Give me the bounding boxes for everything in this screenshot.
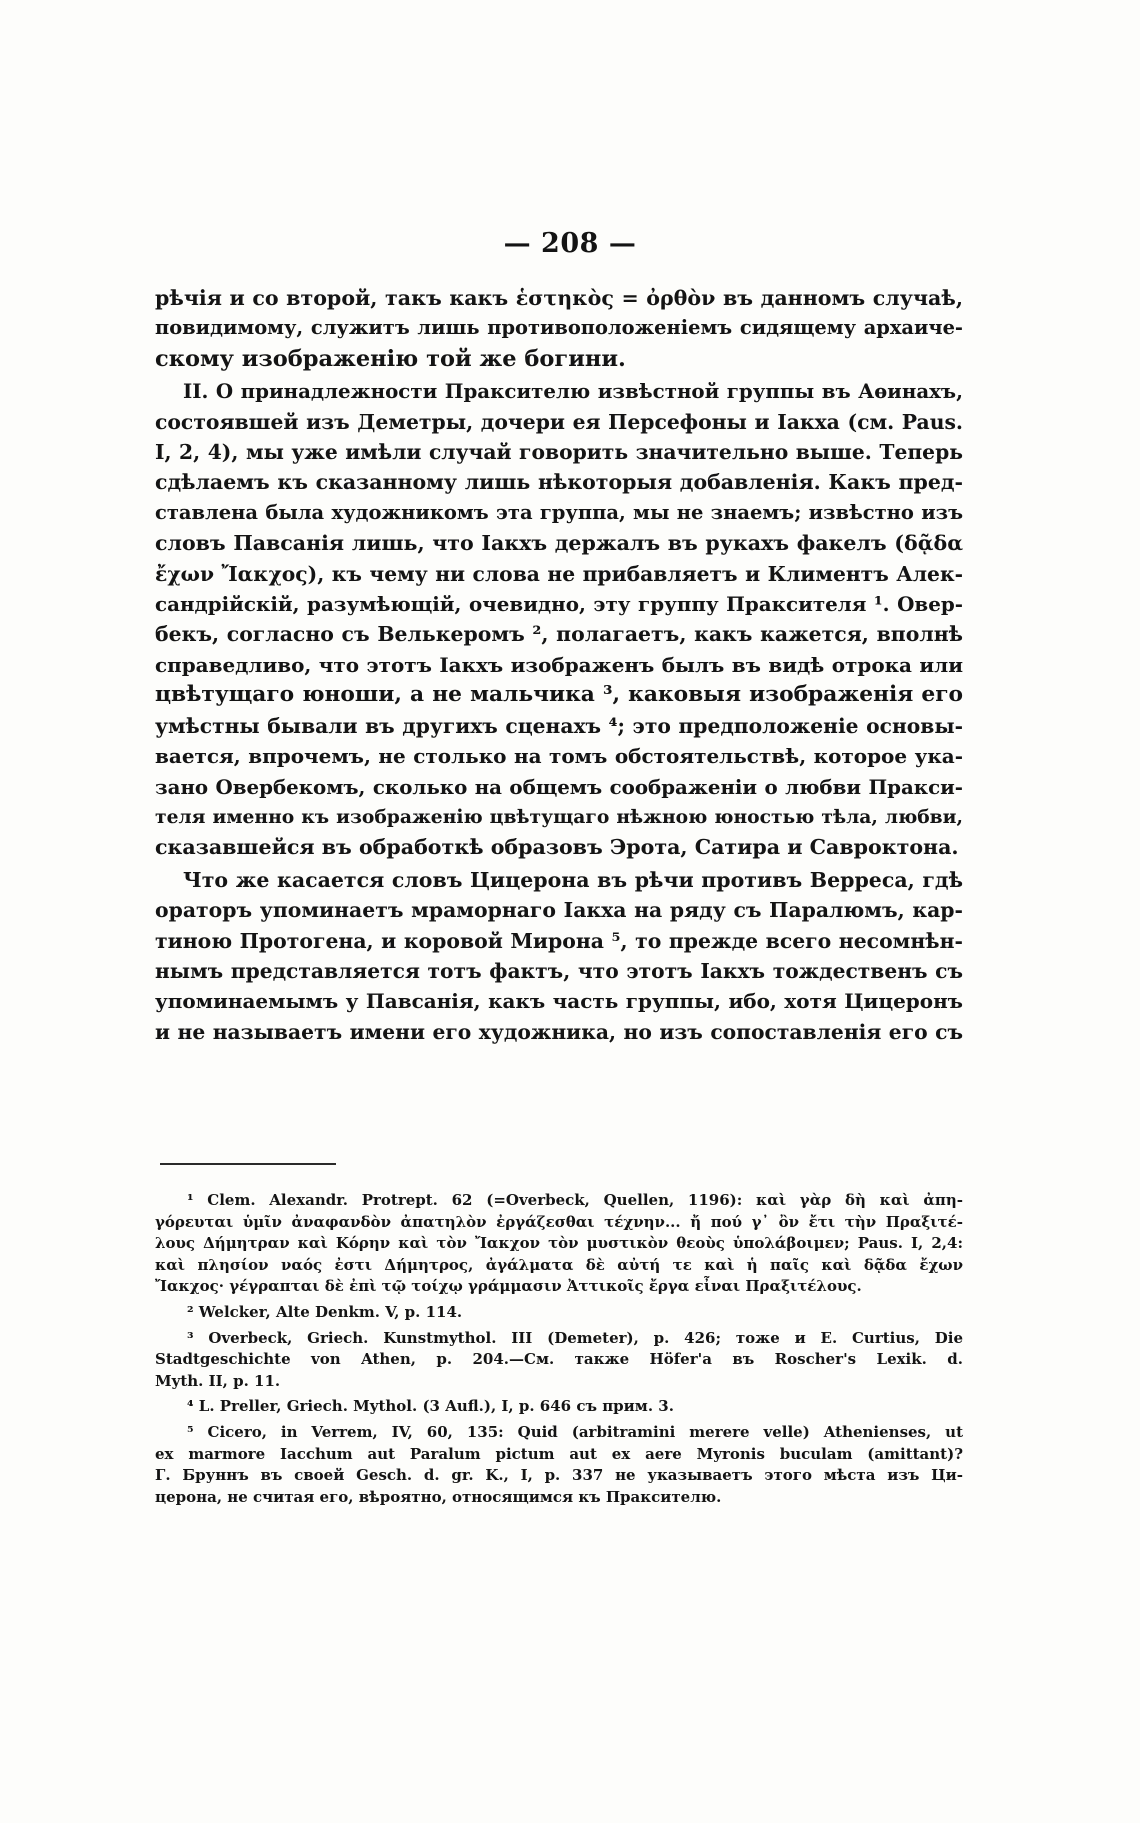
text-line: справедливо, что этотъ Іакхъ изображенъ былъ въ видѣ отрока или: [155, 652, 963, 677]
text-line: ставлена была художникомъ эта группа, мы не знаемъ; извѣстно изъ: [155, 500, 963, 524]
text-line: вается, впрочемъ, не столько на томъ обстоятельствѣ, которое ука-: [155, 744, 963, 769]
text-line: скому изображенію той же богини.: [155, 345, 626, 372]
text-line: тиною Протогена, и коровой Мирона ⁵, то прежде всего несомнѣн-: [155, 928, 963, 953]
text-line: нымъ представляется тотъ фактъ, что этотъ Іакхъ тождественъ съ: [155, 958, 963, 983]
footnotes: [155, 1190, 963, 1508]
text-line: состоявшей изъ Деметры, дочери ея Персефоны и Іакха (см. Paus.: [155, 409, 963, 434]
footnote-line: ³ Overbeck, Griech. Kunstmythol. III (Demeter), p. 426; тоже и E. Curtius, Die: [187, 1328, 963, 1347]
footnote-line: καὶ πλησίον ναός ἐστι Δήμητρος, ἀγάλματα δὲ αὐτή τε καὶ ἡ παῖς καὶ δᾷδα ἔχων: [155, 1255, 963, 1274]
text-line: повидимому, служитъ лишь противоположеніемъ сидящему архаиче-: [155, 316, 963, 340]
text-line: I, 2, 4), мы уже имѣли случай говорить значительно выше. Теперь: [155, 440, 963, 465]
text-line: упоминаемымъ у Павсанія, какъ часть группы, ибо, хотя Цицеронъ: [155, 989, 963, 1014]
text-line: Что же касается словъ Цицерона въ рѣчи противъ Верреса, гдѣ: [183, 867, 963, 892]
footnote-line: ⁴ L. Preller, Griech. Mythol. (3 Aufl.), I, p. 646 съ прим. 3.: [187, 1397, 674, 1416]
text-line: зано Овербекомъ, сколько на общемъ соображеніи о любви Пракси-: [155, 774, 963, 799]
text-line: умѣстны бывали въ другихъ сценахъ ⁴; это предположеніе основы-: [155, 713, 963, 738]
text-line: сдѣлаемъ къ сказанному лишь нѣкоторыя добавленія. Какъ пред-: [155, 470, 963, 495]
text-line: II. О принадлежности Праксителю извѣстной группы въ Аѳинахъ,: [183, 379, 963, 404]
footnote-line: ¹ Clem. Alexandr. Protrept. 62 (=Overbeck, Quellen, 1196): καὶ γὰρ δὴ καὶ ἀπη-: [187, 1191, 963, 1209]
text-line: цвѣтущаго юноши, а не мальчика ³, каковыя изображенія его: [155, 682, 963, 708]
text-line: теля именно къ изображенію цвѣтущаго нѣжною юностью тѣла, любви,: [155, 805, 963, 828]
footnote-line: Г. Бруннъ въ своей Gesch. d. gr. K., I, p. 337 не указываетъ этого мѣста изъ Ци-: [155, 1466, 963, 1485]
footnote-line: γόρευται ὑμῖν ἀναφανδὸν ἀπατηλὸν ἐργάζεσθαι τέχνην... ἤ πού γ᾽ ὂν ἔτι τὴν Πραξιτέ-: [155, 1212, 963, 1231]
page-number: — 208 —: [503, 228, 637, 259]
text-line: сандрійскій, разумѣющій, очевидно, эту группу Праксителя ¹. Овер-: [155, 592, 963, 617]
text-line: бекъ, согласно съ Велькеромъ ², полагаетъ, какъ кажется, вполнѣ: [155, 622, 963, 647]
text-line: рѣчія и со второй, такъ какъ ἑστηκὸς = ὀρθὸν въ данномъ случаѣ,: [155, 286, 963, 310]
text-line: ораторъ упоминаетъ мраморнаго Іакха на ряду съ Паралюмъ, кар-: [155, 898, 963, 923]
footnote-line: Myth. II, p. 11.: [155, 1371, 281, 1390]
text-line: сказавшейся въ обработкѣ образовъ Эрота, Сатира и Савроктона.: [155, 835, 959, 860]
text-line: ἔχων Ἴακχος), къ чему ни слова не прибавляетъ и Климентъ Алек-: [155, 561, 963, 586]
footnote-line: ex marmore Iacchum aut Paralum pictum aut ex aere Myronis buculam (amittant)?: [155, 1444, 963, 1463]
footnote-line: Stadtgeschichte von Athen, p. 204.—См. также Höfer'a въ Roscher's Lexik. d.: [155, 1350, 963, 1369]
text-line: словъ Павсанія лишь, что Іакхъ держалъ въ рукахъ факелъ (δᾷδα: [155, 531, 963, 556]
text-line: и не называетъ имени его художника, но изъ сопоставленія его съ: [155, 1019, 963, 1044]
footnote-line: λους Δήμητραν καὶ Κόρην καὶ τὸν Ἴακχον τὸν μυστικὸν θεοὺς ὑπολάβοιμεν; Paus. I, 2,4:: [155, 1234, 963, 1253]
footnote-line: церона, не считая его, вѣроятно, относящимся къ Праксителю.: [155, 1487, 722, 1506]
footnote-line: ² Welcker, Alte Denkm. V, p. 114.: [187, 1302, 463, 1321]
main-text: [155, 283, 963, 1047]
footnote-line: ⁵ Cicero, in Verrem, IV, 60, 135: Quid (arbitramini merere velle) Athenienses, ut: [187, 1422, 963, 1441]
footnote-separator: [160, 1163, 336, 1165]
footnote-line: Ἴακχος· γέγραπται δὲ ἐπὶ τῷ τοίχῳ γράμμασιν Ἀττικοῖς ἔργα εἶναι Πραξιτέλους.: [155, 1277, 862, 1296]
